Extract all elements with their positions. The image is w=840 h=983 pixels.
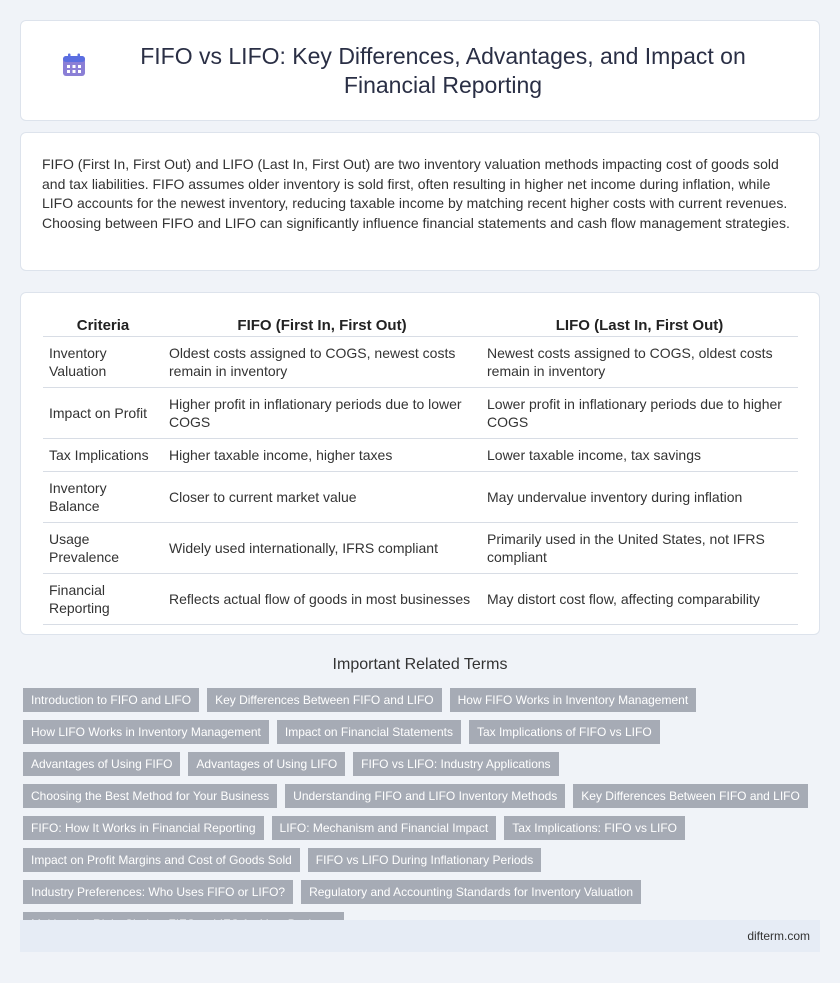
page-title: FIFO vs LIFO: Key Differences, Advantages, and Impact on Financial Reporting: [140, 42, 746, 98]
title-card: [20, 20, 820, 121]
related-term-tag[interactable]: Key Differences Between FIFO and LIFO: [207, 688, 442, 712]
table-cell: Widely used internationally, IFRS compliant: [163, 523, 481, 574]
table-row: [43, 574, 798, 625]
table-cell: Lower taxable income, tax savings: [481, 439, 798, 472]
comparison-table: [43, 311, 798, 625]
table-row: [43, 337, 798, 388]
table-row: [43, 472, 798, 523]
table-cell: Inventory Valuation: [43, 337, 163, 388]
related-term-tag[interactable]: Tax Implications of FIFO vs LIFO: [469, 720, 660, 744]
related-term-tag[interactable]: FIFO vs LIFO During Inflationary Periods: [308, 848, 541, 872]
table-cell: May distort cost flow, affecting comparability: [481, 574, 798, 625]
related-term-tag[interactable]: FIFO: How It Works in Financial Reporting: [23, 816, 264, 840]
table-cell: Closer to current market value: [163, 472, 481, 523]
header-lifo: LIFO (Last In, First Out): [481, 311, 798, 337]
related-term-tag[interactable]: Impact on Financial Statements: [277, 720, 461, 744]
header-fifo: FIFO (First In, First Out): [163, 311, 481, 337]
related-term-tag[interactable]: How LIFO Works in Inventory Management: [23, 720, 269, 744]
table-cell: Usage Prevalence: [43, 523, 163, 574]
table-cell: Inventory Balance: [43, 472, 163, 523]
related-term-tag[interactable]: Impact on Profit Margins and Cost of Goods Sold: [23, 848, 300, 872]
related-term-tag[interactable]: Understanding FIFO and LIFO Inventory Methods: [285, 784, 565, 808]
calendar-icon: [61, 52, 87, 78]
table-cell: Higher taxable income, higher taxes: [163, 439, 481, 472]
table-row: [43, 388, 798, 439]
related-term-tag[interactable]: Advantages of Using LIFO: [188, 752, 345, 776]
related-term-tag[interactable]: Tax Implications: FIFO vs LIFO: [504, 816, 685, 840]
related-term-tag[interactable]: Choosing the Best Method for Your Business: [23, 784, 277, 808]
table-row: [43, 523, 798, 574]
related-terms-list: [23, 688, 823, 944]
related-term-tag[interactable]: Key Differences Between FIFO and LIFO: [573, 784, 808, 808]
comparison-table-card: [20, 292, 820, 635]
table-cell: Oldest costs assigned to COGS, newest costs remain in inventory: [163, 337, 481, 388]
header-criteria: Criteria: [43, 311, 163, 337]
table-cell: Newest costs assigned to COGS, oldest costs remain in inventory: [481, 337, 798, 388]
intro-text: FIFO (First In, First Out) and LIFO (Last In, First Out) are two inventory valuation methods impacting cost of goods sold and tax liabilities. FIFO assumes older inventory is sold first, often resulting in higher net income during inflation, while LIFO accounts for the newest inventory, reducing taxable income by matching recent higher costs with current revenues. Choosing between FIFO and LIFO can significantly influence financial statements and cash flow management strategies.: [42, 156, 790, 231]
table-cell: Primarily used in the United States, not IFRS compliant: [481, 523, 798, 574]
table-cell: Financial Reporting: [43, 574, 163, 625]
related-term-tag[interactable]: FIFO vs LIFO: Industry Applications: [353, 752, 558, 776]
table-row: [43, 439, 798, 472]
table-cell: Tax Implications: [43, 439, 163, 472]
table-header-row: [43, 311, 798, 337]
related-term-tag[interactable]: Advantages of Using FIFO: [23, 752, 180, 776]
footer-site-link[interactable]: difterm.com: [747, 929, 810, 943]
related-term-tag[interactable]: LIFO: Mechanism and Financial Impact: [272, 816, 497, 840]
related-terms-title: Important Related Terms: [332, 656, 508, 673]
related-term-tag[interactable]: How FIFO Works in Inventory Management: [450, 688, 697, 712]
related-term-tag[interactable]: Regulatory and Accounting Standards for Inventory Valuation: [301, 880, 641, 904]
table-cell: Impact on Profit: [43, 388, 163, 439]
table-cell: May undervalue inventory during inflation: [481, 472, 798, 523]
table-cell: Lower profit in inflationary periods due to higher COGS: [481, 388, 798, 439]
table-cell: Reflects actual flow of goods in most businesses: [163, 574, 481, 625]
related-term-tag[interactable]: Industry Preferences: Who Uses FIFO or LIFO?: [23, 880, 293, 904]
intro-card: [20, 132, 820, 271]
table-cell: Higher profit in inflationary periods due to lower COGS: [163, 388, 481, 439]
footer: [20, 920, 820, 952]
related-term-tag[interactable]: Introduction to FIFO and LIFO: [23, 688, 199, 712]
